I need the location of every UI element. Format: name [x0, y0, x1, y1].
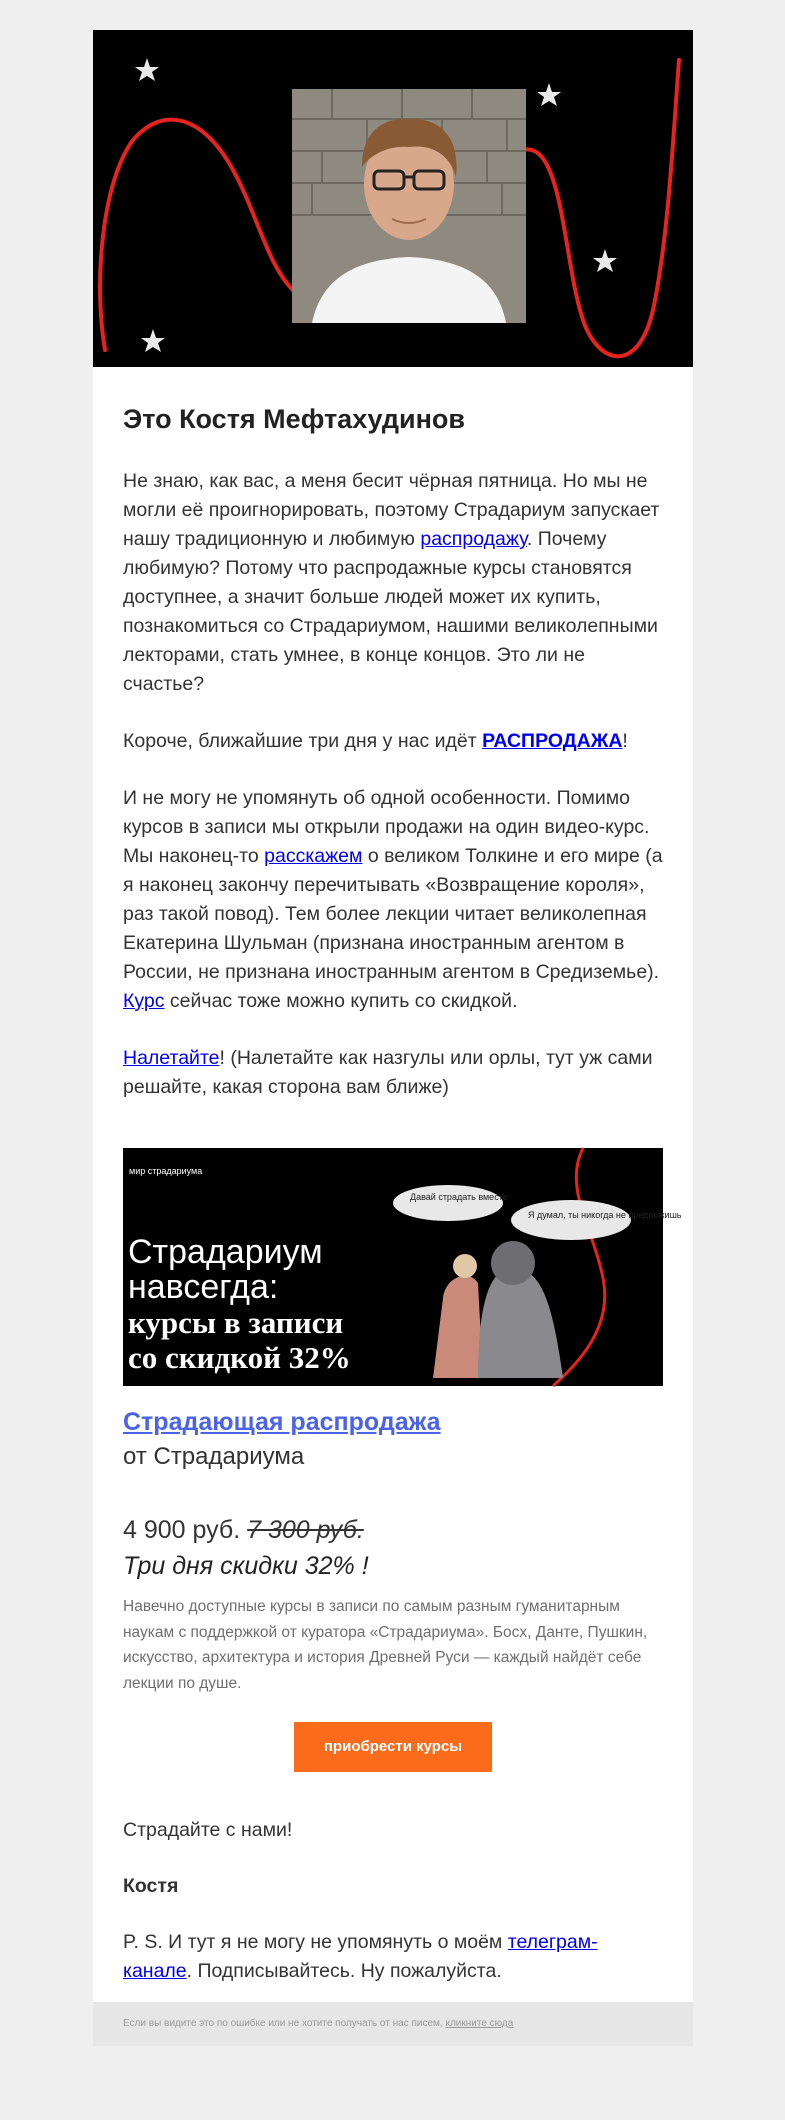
discount-text: Три дня скидки 32% !: [123, 1552, 369, 1580]
tolkien-link[interactable]: расскажем: [264, 845, 363, 867]
old-price: 7 300 руб.: [247, 1516, 364, 1544]
buy-courses-button[interactable]: приобрести курсы: [294, 1722, 492, 1772]
rush-link[interactable]: Налетайте: [123, 1047, 220, 1069]
greeting-heading: Это Костя Мефтахудинов: [123, 404, 466, 434]
sale-paragraph: Короче, ближайшие три дня у нас идёт РАСПРОДАЖА!: [123, 730, 628, 752]
star-icon: [593, 249, 617, 272]
banner-line-4: со скидкой 32%: [128, 1340, 351, 1375]
unsubscribe-link[interactable]: кликните сюда: [445, 2018, 514, 2029]
banner-line-1: Страдариум: [128, 1233, 323, 1271]
sale-link[interactable]: распродажу: [420, 528, 527, 550]
telegram-link[interactable]: телеграм-канале: [123, 1931, 598, 1982]
current-price: 4 900 руб.: [123, 1516, 241, 1544]
signature: Костя: [123, 1875, 179, 1897]
bubble-1: Давай страдать вместе: [410, 1192, 508, 1202]
price-line: [123, 1512, 663, 1548]
promo-title-link[interactable]: Страдающая распродажа: [123, 1408, 441, 1436]
banner-line-2: навсегда:: [128, 1268, 279, 1306]
banner-line-3: курсы в записи: [128, 1305, 344, 1340]
footer: Если вы видите это по ошибке или не хотите получать от нас писем, кликните сюда: [93, 2002, 693, 2046]
postscript: P. S. И тут я не могу не упомянуть о моём телеграм-канале. Подписывайтесь. Ну пожалуйста.: [123, 1931, 598, 1982]
closing-line: Страдайте с нами!: [123, 1819, 293, 1841]
bubble-2: Я думал, ты никогда не предложишь: [528, 1210, 682, 1220]
star-icon: [537, 83, 561, 106]
promo-description: Навечно доступные курсы в записи по самым разным гуманитарным наукам с поддержкой от куратора «Страдариума». Босх, Данте, Пушкин, искусство, архитектура и история Древней Руси — каждый найдёт себе лекции по душе.: [123, 1598, 648, 1692]
intro-paragraph: Не знаю, как вас, а меня бесит чёрная пятница. Но мы не могли её проигнорировать, поэтому Страдариум запускает нашу традиционную и любимую распродажу. Почему любимую? Потому что распродажные курсы становятся доступнее, а значит больше людей может их купить, познакомиться со Страдариумом, нашими великолепными лекторами, стать умнее, в конце концов. Это ли не счастье?: [123, 470, 660, 695]
tolkien-paragraph: И не могу не упомянуть об одной особенности. Помимо курсов в записи мы открыли продажи на один видео-курс. Мы наконец-то расскажем о великом Толкине и его мире (а я наконец закончу перечитывать «Возвращение короля», раз такой повод). Тем более лекции читает великолепная Екатерина Шульман (признана иностранным агентом в России, не признана иностранным агентом в Средиземье). Курс сейчас тоже можно купить со скидкой.: [123, 787, 663, 1012]
author-photo: [292, 89, 526, 323]
promo-banner[interactable]: [123, 1148, 682, 1386]
logo-text: мир страдариума: [129, 1166, 203, 1176]
hero-banner: [93, 30, 693, 367]
call-paragraph: Налетайте! (Налетайте как назгулы или орлы, тут уж сами решайте, какая сторона вам ближе): [123, 1047, 653, 1098]
star-icon: [141, 329, 165, 352]
star-icon: [135, 58, 159, 81]
course-link[interactable]: Курс: [123, 990, 165, 1012]
promo-subtitle: от Страдариума: [123, 1443, 305, 1470]
sale-link-bold[interactable]: РАСПРОДАЖА: [482, 730, 623, 752]
email-body: [93, 30, 693, 2046]
promo-title: [123, 1404, 663, 1440]
